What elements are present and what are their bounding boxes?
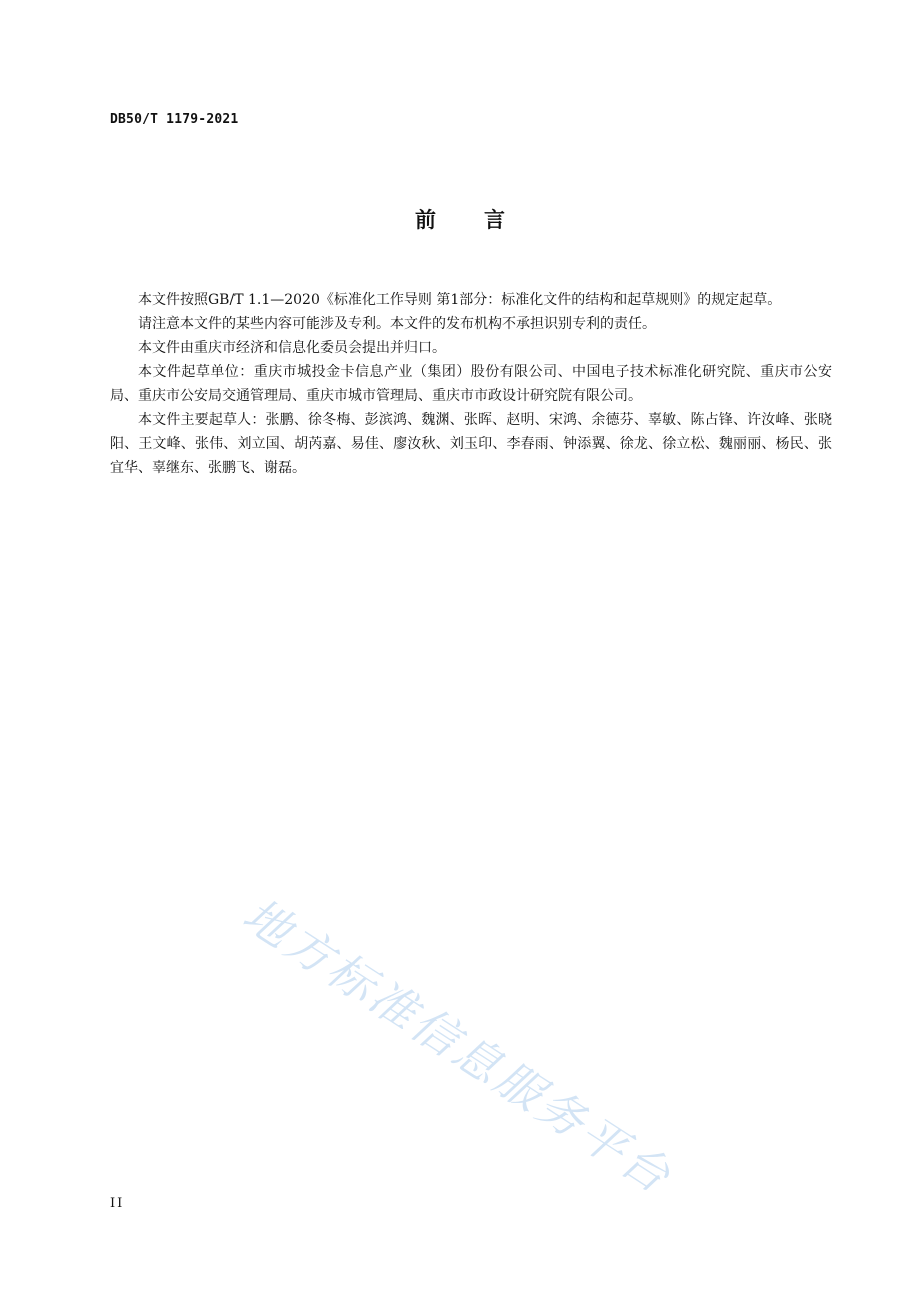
- paragraph-drafting-units: 本文件起草单位：重庆市城投金卡信息产业（集团）股份有限公司、中国电子技术标准化研究院、重庆市公安局、重庆市公安局交通管理局、重庆市城市管理局、重庆市市政设计研究院有限公司。: [110, 364, 832, 404]
- paragraph-patent-notice: 请注意本文件的某些内容可能涉及专利。本文件的发布机构不承担识别专利的责任。: [138, 316, 656, 332]
- document-code: DB50/T 1179-2021: [110, 112, 239, 127]
- watermark: 地方标准信息服务平台: [233, 887, 683, 1205]
- foreword-body: [110, 288, 832, 480]
- paragraph-proposer: 本文件由重庆市经济和信息化委员会提出并归口。: [138, 340, 446, 356]
- paragraph-standard-basis: 本文件按照GB/T 1.1—2020《标准化工作导则 第1部分：标准化文件的结构和起草规则》的规定起草。: [138, 292, 782, 308]
- page-title: 前言: [415, 208, 553, 232]
- paragraph-drafters: 本文件主要起草人：张鹏、徐冬梅、彭滨鸿、魏渊、张晖、赵明、宋鸿、余德芬、辜敏、陈占锋、许汝峰、张晓阳、王文峰、张伟、刘立国、胡芮嘉、易佳、廖汝秋、刘玉印、李春雨、钟添翼、徐龙、徐立松、魏丽丽、杨民、张宜华、辜继东、张鹏飞、谢磊。: [110, 412, 832, 476]
- page-number: II: [110, 1196, 125, 1211]
